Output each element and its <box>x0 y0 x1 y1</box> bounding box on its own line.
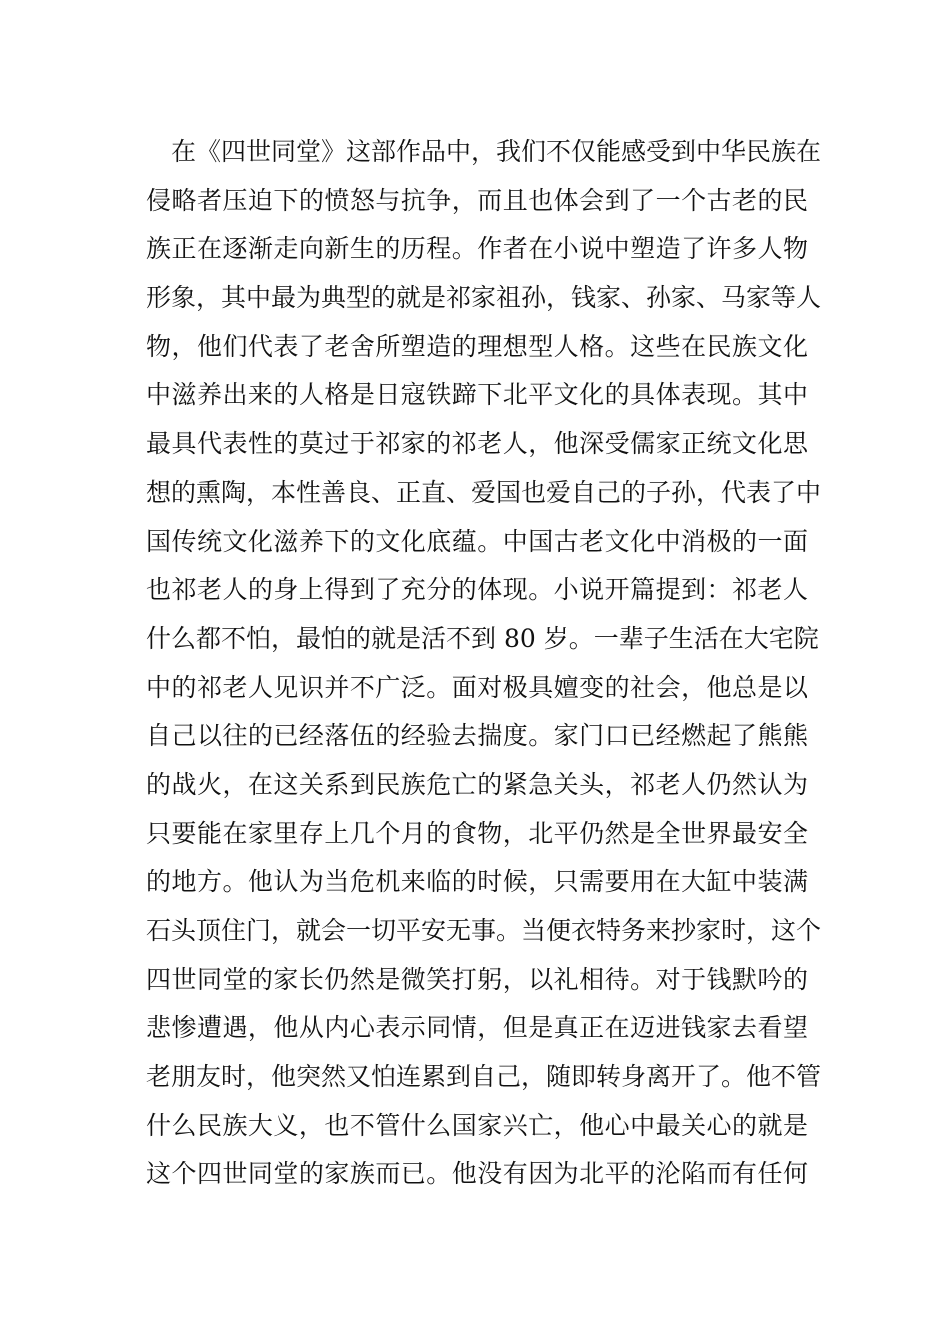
paragraph-line-7: 最具代表性的莫过于祁家的祁老人，他深受儒家正统文化思 <box>146 429 808 459</box>
paragraph-line-15: 只要能在家里存上几个月的食物，北平仍然是全世界最安全 <box>146 818 808 848</box>
paragraph-line-19: 悲惨遭遇，他从内心表示同情，但是真正在迈进钱家去看望 <box>146 1013 808 1043</box>
paragraph-line-9: 国传统文化滋养下的文化底蕴。中国古老文化中消极的一面 <box>146 526 808 556</box>
paragraph-line-22: 这个四世同堂的家族而已。他没有因为北平的沦陷而有任何 <box>146 1159 808 1189</box>
paragraph-line-12: 中的祁老人见识并不广泛。面对极具嬗变的社会，他总是以 <box>146 672 808 702</box>
body-paragraph <box>146 128 822 1199</box>
paragraph-line-3: 族正在逐渐走向新生的历程。作者在小说中塑造了许多人物 <box>146 234 808 264</box>
paragraph-line-5: 物，他们代表了老舍所塑造的理想型人格。这些在民族文化 <box>146 331 808 361</box>
paragraph-line-16: 的地方。他认为当危机来临的时候，只需要用在大缸中装满 <box>146 867 808 897</box>
paragraph-line-2: 侵略者压迫下的愤怒与抗争，而且也体会到了一个古老的民 <box>146 185 808 215</box>
paragraph-line-4: 形象，其中最为典型的就是祁家祖孙，钱家、孙家、马家等人 <box>146 283 822 313</box>
paragraph-line-14: 的战火，在这关系到民族危亡的紧急关头，祁老人仍然认为 <box>146 769 808 799</box>
paragraph-line-18: 四世同堂的家长仍然是微笑打躬，以礼相待。对于钱默吟的 <box>146 964 808 994</box>
paragraph-line-10: 也祁老人的身上得到了充分的体现。小说开篇提到：祁老人 <box>146 575 808 605</box>
paragraph-line-17: 石头顶住门，就会一切平安无事。当便衣特务来抄家时，这个 <box>146 916 822 945</box>
paragraph-line-21: 什么民族大义，也不管什么国家兴亡，他心中最关心的就是 <box>146 1110 808 1140</box>
paragraph-line-20: 老朋友时，他突然又怕连累到自己，随即转身离开了。他不管 <box>146 1062 822 1092</box>
paragraph-line-8: 想的熏陶，本性善良、正直、爱国也爱自己的子孙，代表了中 <box>146 477 822 507</box>
paragraph-line-13: 自己以往的已经落伍的经验去揣度。家门口已经燃起了熊熊 <box>146 721 808 751</box>
paragraph-line-6: 中滋养出来的人格是日寇铁蹄下北平文化的具体表现。其中 <box>146 380 808 410</box>
paragraph-line-1: 在《四世同堂》这部作品中，我们不仅能感受到中华民族在 <box>171 137 822 166</box>
paragraph-line-11: 什么都不怕，最怕的就是活不到 80 岁。一辈子生活在大宅院 <box>146 623 819 653</box>
